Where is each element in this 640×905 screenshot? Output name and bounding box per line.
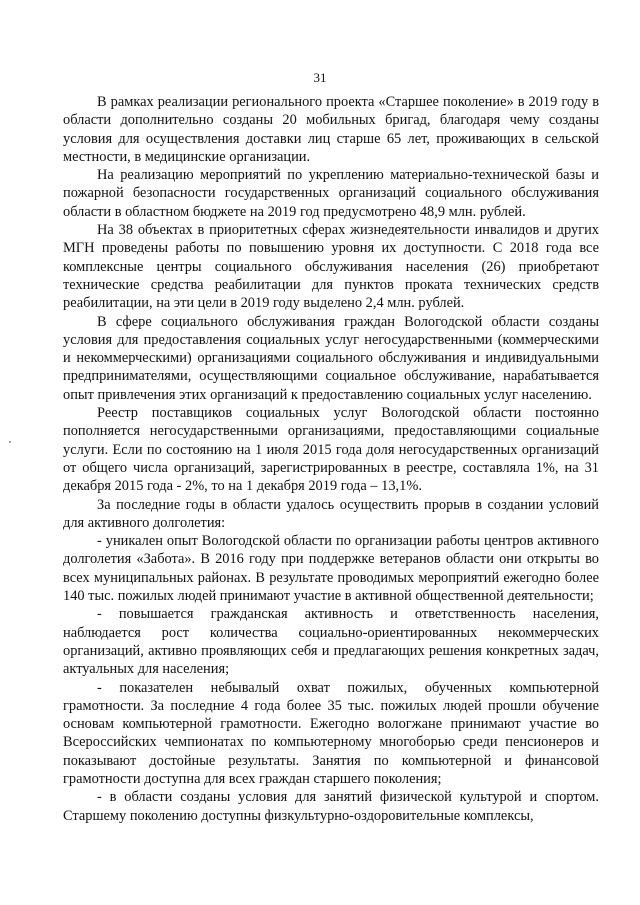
scan-mark [9, 441, 11, 443]
list-item-civic-activity: - повышается гражданская активность и ответственность населения, наблюдается рост количества социально-ориентированных некоммерческих организаций, активно проявляющих себя и предлагающих решения конкретных задач, актуальных для населения; [63, 606, 599, 678]
page-number: 31 [313, 70, 327, 85]
paragraph-active-longevity-intro: За последние годы в области удалось осуществить прорыв в создании условий для активного долголетия: [63, 496, 599, 531]
paragraph-accessibility: На 38 объектах в приоритетных сферах жизнедеятельности инвалидов и других МГН проведены работы по повышению уровня их доступности. С 2018 года все комплексные центры социального обслуживания населения (26) приобретают технические средства реабилитации для пунктов проката технических средств реабилитации, на эти цели в 2019 году выделено 2,4 млн. рублей. [63, 222, 599, 312]
list-item-computer-literacy: - показателен небывалый охват пожилых, обученных компьютерной грамотности. За последние 4 года более 35 тыс. пожилых людей прошли обучение основам компьютерной грамотности. Ежегодно вологжане принимают участие во Всероссийских чемпионатах по компьютерному многоборью среди пенсионеров и показывают достойные результаты. Занятия по компьютерной и финансовой грамотности доступна для всех граждан старшего поколения; [63, 679, 599, 787]
paragraph-fire-safety-funding: На реализацию мероприятий по укреплению материально-технической базы и пожарной безопасности государственных организаций социального обслуживания области в областном бюджете на 2019 год предусмотрено 48,9 млн. рублей. [63, 167, 599, 220]
paragraph-mobile-brigades: В рамках реализации регионального проекта «Старшее поколение» в 2019 году в области дополнительно созданы 20 мобильных бригад, благодаря чему созданы условия для осуществления доставки лиц старше 65 лет, проживающих в сельской местности, в медицинские организации. [63, 94, 599, 165]
list-item-zabota-centers: - уникален опыт Вологодской области по организации работы центров активного долголетия «Забота». В 2016 году при поддержке ветеранов области они открыты во всех муниципальных районах. В результате проводимых мероприятий ежегодно более 140 тыс. пожилых людей принимают участие в активной общественной деятельности; [63, 533, 599, 605]
paragraph-non-state-providers: В сфере социального обслуживания граждан Вологодской области созданы условия для предоставления социальных услуг негосударственными (коммерческими и некоммерческими) организациями социального обслуживания и индивидуальными предпринимателями, осуществляющими социальное обслуживание, нарабатывается опыт привлечения этих организаций к предоставлению социальных услуг населению. [63, 313, 599, 403]
paragraph-provider-registry: Реестр поставщиков социальных услуг Вологодской области постоянно пополняется негосударственными организациями, предоставляющими социальные услуги. Если по состоянию на 1 июля 2015 года доля негосударственных организаций от общего числа организаций, зарегистрированных в реестре, составляла 1%, на 31 декабря 2015 года - 2%, то на 1 декабря 2019 года – 13,1%. [63, 405, 599, 495]
list-item-physical-culture: - в области созданы условия для занятий физической культурой и спортом. Старшему поколению доступны физкультурно-оздоровительные комплексы, [63, 789, 599, 824]
document-body [63, 93, 599, 825]
